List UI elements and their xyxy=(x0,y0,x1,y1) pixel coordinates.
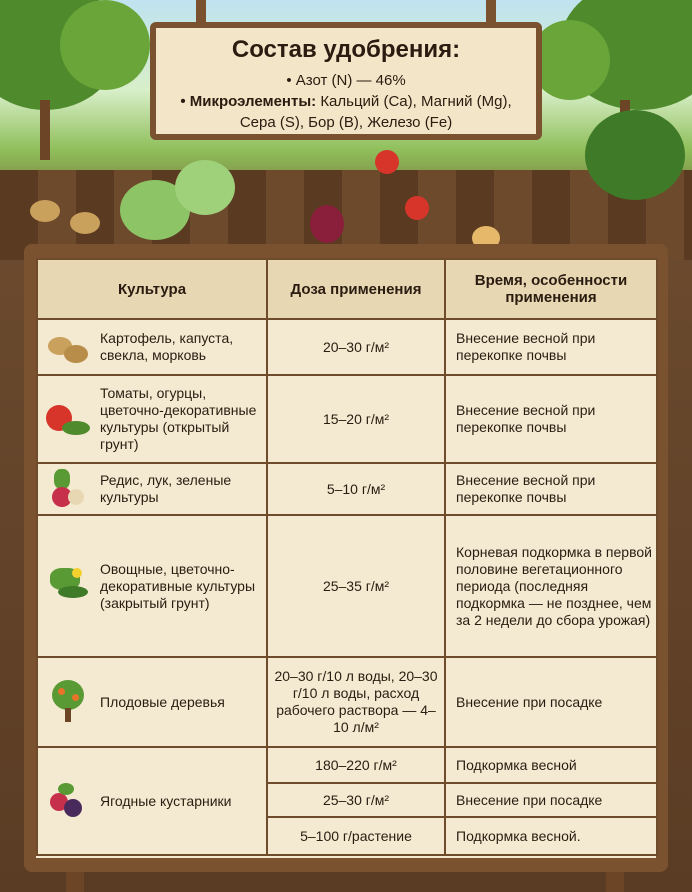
table-header-row xyxy=(37,259,657,319)
tree-right2-icon xyxy=(530,20,610,100)
berries-icon xyxy=(46,779,90,823)
radish-icon xyxy=(46,467,90,511)
dose-cell: 180–220 г/м² xyxy=(267,747,445,783)
tomato-cucumber-icon xyxy=(46,397,90,441)
time-cell: Внесение весной при перекопке почвы xyxy=(445,463,657,515)
fertilizer-table xyxy=(36,258,658,856)
micro-label: • Микроэлементы: xyxy=(180,93,317,110)
potato-icon xyxy=(46,325,90,369)
dose-cell: 20–30 г/м² xyxy=(267,319,445,375)
time-cell: Внесение при посадке xyxy=(445,783,657,817)
fruit-tree-icon xyxy=(46,680,90,724)
berry-bush-icon xyxy=(585,110,685,200)
header-dose: Доза применения xyxy=(267,259,445,319)
crop-name: Овощные, цветочно-декоративные культуры (закрытый грунт) xyxy=(100,560,256,611)
header-crop: Культура xyxy=(37,259,267,319)
cucumber-plant-icon xyxy=(46,564,90,608)
potato-icon xyxy=(70,212,100,234)
nitrogen-line: • Азот (N) — 46% xyxy=(286,72,406,89)
table-row xyxy=(37,515,657,657)
table-row xyxy=(37,657,657,747)
dose-cell: 25–30 г/м² xyxy=(267,783,445,817)
dose-cell: 20–30 г/10 л воды, 20–30 г/10 л воды, расход рабочего раствора — 4–10 л/м² xyxy=(267,657,445,747)
time-cell: Внесение при посадке xyxy=(445,657,657,747)
crop-name: Ягодные кустарники xyxy=(100,792,232,809)
time-cell: Внесение весной при перекопке почвы xyxy=(445,319,657,375)
table-row xyxy=(37,747,657,783)
table-row xyxy=(37,375,657,463)
micro-line1: Кальций (Ca), Магний (Mg), xyxy=(320,93,512,110)
tomato-icon xyxy=(405,196,429,220)
dose-cell: 5–10 г/м² xyxy=(267,463,445,515)
time-cell: Корневая подкормка в первой половине вегетационного периода (последняя подкормка — не позднее, чем за 2 недели до сбора урожая) xyxy=(445,515,657,657)
time-cell: Подкормка весной xyxy=(445,747,657,783)
time-cell: Внесение весной при перекопке почвы xyxy=(445,375,657,463)
crop-name: Картофель, капуста, свекла, морковь xyxy=(100,330,234,363)
fertilizer-table-sheet xyxy=(36,258,656,858)
page-title: Состав удобрения: xyxy=(231,36,461,63)
time-cell: Подкормка весной. xyxy=(445,817,657,855)
dose-cell: 25–35 г/м² xyxy=(267,515,445,657)
dose-cell: 5–100 г/растение xyxy=(267,817,445,855)
fertilizer-board xyxy=(24,244,668,872)
tree-left2-icon xyxy=(60,0,150,90)
potato-icon xyxy=(30,200,60,222)
cabbage-icon xyxy=(175,160,235,215)
micro-line2: Сера (S), Бор (B), Железо (Fe) xyxy=(239,114,453,131)
crop-name: Томаты, огурцы, цветочно-декоративные культуры (открытый грунт) xyxy=(100,385,257,452)
composition-sign xyxy=(150,22,542,140)
tomato-icon xyxy=(375,150,399,174)
beet-icon xyxy=(310,205,344,243)
table-row xyxy=(37,319,657,375)
crop-name: Плодовые деревья xyxy=(100,693,225,710)
table-row xyxy=(37,463,657,515)
header-time: Время, особенности применения xyxy=(445,259,657,319)
dose-cell: 15–20 г/м² xyxy=(267,375,445,463)
crop-name: Редис, лук, зеленые культуры xyxy=(100,472,232,505)
